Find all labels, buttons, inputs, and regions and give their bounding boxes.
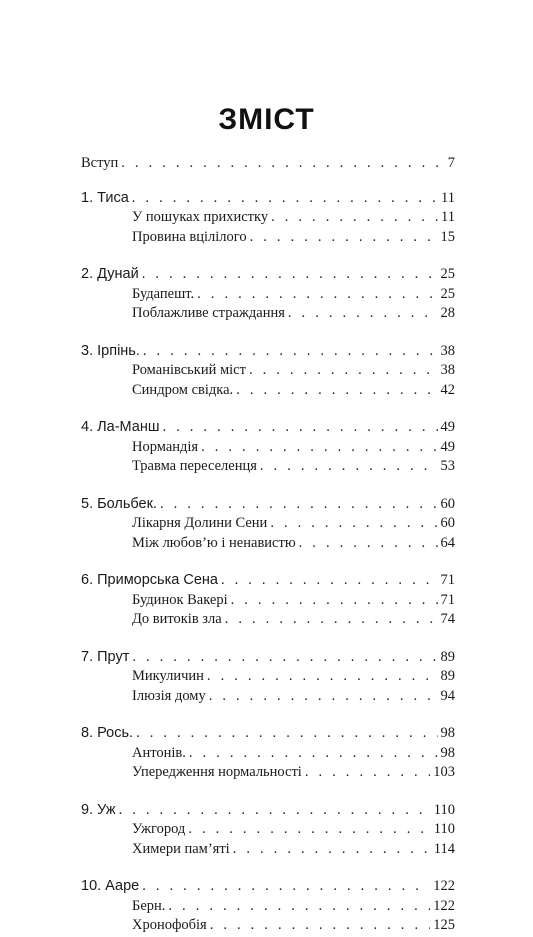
toc-chapter-entry bbox=[81, 190, 455, 210]
toc-page-number: 25 bbox=[440, 266, 455, 282]
dot-leader bbox=[162, 419, 437, 436]
dot-leader bbox=[299, 535, 438, 552]
toc-entry-label: Вступ bbox=[81, 155, 119, 171]
toc-page-number: 89 bbox=[440, 648, 455, 665]
dot-leader bbox=[160, 496, 438, 513]
toc-chapter-entry bbox=[81, 343, 455, 363]
table-of-contents bbox=[81, 155, 455, 937]
toc-entry-label: Химери пам’яті bbox=[132, 840, 230, 857]
toc-entry-label: Синдром свідка. bbox=[132, 381, 234, 398]
dot-leader bbox=[188, 821, 430, 838]
toc-entry-intro bbox=[81, 155, 455, 175]
dot-leader bbox=[249, 362, 438, 379]
toc-page-number: 7 bbox=[447, 155, 455, 171]
toc-entry-label: 8. Рось. bbox=[81, 725, 134, 741]
toc-page-number: 71 bbox=[440, 572, 455, 588]
toc-subsection-entry bbox=[81, 917, 455, 937]
toc-entry-label: Берн. bbox=[132, 897, 166, 914]
chapter-spacer bbox=[81, 248, 455, 266]
dot-leader bbox=[288, 305, 438, 322]
toc-entry-label: 10. Ааре bbox=[81, 878, 140, 894]
toc-entry-label: Лікарня Долини Сени bbox=[132, 515, 268, 531]
page-title: ЗМІСТ bbox=[218, 103, 315, 136]
dot-leader bbox=[121, 155, 444, 172]
dot-leader bbox=[168, 898, 430, 915]
dot-leader bbox=[250, 229, 438, 246]
dot-leader bbox=[142, 878, 430, 895]
dot-leader bbox=[260, 458, 438, 475]
chapter-spacer bbox=[81, 478, 455, 496]
toc-page-number: 122 bbox=[433, 878, 455, 894]
toc-page-number: 49 bbox=[440, 419, 455, 435]
toc-chapter-entry bbox=[81, 419, 455, 439]
toc-page-number: 38 bbox=[440, 342, 455, 359]
toc-entry-label: Провина вцілілого bbox=[132, 228, 247, 245]
toc-page-number: 74 bbox=[440, 611, 455, 627]
toc-subsection-entry bbox=[81, 745, 455, 765]
dot-leader bbox=[271, 209, 438, 226]
toc-entry-label: До витоків зла bbox=[132, 611, 222, 627]
chapter-spacer bbox=[81, 631, 455, 649]
dot-leader bbox=[136, 725, 437, 742]
toc-page-number: 125 bbox=[433, 917, 455, 933]
toc-page-number: 11 bbox=[441, 189, 455, 206]
toc-subsection-entry bbox=[81, 382, 455, 402]
toc-page-number: 110 bbox=[433, 801, 455, 818]
toc-chapter-entry bbox=[81, 725, 455, 745]
chapter-spacer bbox=[81, 325, 455, 343]
toc-subsection-entry bbox=[81, 458, 455, 478]
toc-entry-label: 1. Тиса bbox=[81, 189, 129, 206]
dot-leader bbox=[270, 515, 437, 532]
toc-entry-label: Антонів. bbox=[132, 744, 186, 761]
chapter-list bbox=[81, 190, 455, 937]
dot-leader bbox=[221, 572, 438, 589]
toc-page-number: 114 bbox=[433, 840, 455, 857]
toc-subsection-entry bbox=[81, 535, 455, 555]
toc-subsection-entry bbox=[81, 841, 455, 861]
toc-entry-label: Ілюзія дому bbox=[132, 687, 206, 704]
toc-page-number: 89 bbox=[440, 668, 455, 684]
toc-subsection-entry bbox=[81, 821, 455, 841]
toc-entry-label: У пошуках прихистку bbox=[132, 209, 269, 225]
toc-entry-label: Упередження нормальності bbox=[132, 764, 302, 780]
toc-entry-label: Хронофобія bbox=[132, 917, 207, 933]
toc-subsection-entry bbox=[81, 362, 455, 382]
toc-page-number: 98 bbox=[440, 725, 455, 741]
toc-page-number: 64 bbox=[440, 534, 455, 551]
toc-entry-label: Будинок Вакері bbox=[132, 591, 228, 608]
toc-entry-label: Микуличин bbox=[132, 668, 204, 684]
toc-entry-label: 9. Уж bbox=[81, 801, 116, 818]
dot-leader bbox=[189, 745, 438, 762]
chapter-spacer bbox=[81, 554, 455, 572]
toc-page-number: 25 bbox=[440, 285, 455, 302]
toc-page-number: 28 bbox=[440, 305, 455, 321]
toc-chapter-entry bbox=[81, 266, 455, 286]
toc-subsection-entry bbox=[81, 688, 455, 708]
dot-leader bbox=[207, 668, 438, 685]
toc-chapter-entry bbox=[81, 878, 455, 898]
chapter-spacer bbox=[81, 860, 455, 878]
toc-page-number: 110 bbox=[433, 821, 455, 837]
toc-page-number: 103 bbox=[433, 764, 455, 780]
toc-subsection-entry bbox=[81, 592, 455, 612]
dot-leader bbox=[142, 266, 438, 283]
dot-leader bbox=[305, 764, 430, 781]
toc-subsection-entry bbox=[81, 439, 455, 459]
toc-page-number: 38 bbox=[440, 362, 455, 378]
toc-page-number: 53 bbox=[440, 458, 455, 474]
toc-subsection-entry bbox=[81, 898, 455, 918]
dot-leader bbox=[231, 592, 438, 609]
toc-subsection-entry bbox=[81, 515, 455, 535]
chapter-spacer bbox=[81, 784, 455, 802]
toc-page-number: 15 bbox=[440, 228, 455, 245]
toc-entry-label: Ужгород bbox=[132, 821, 186, 837]
dot-leader bbox=[209, 688, 438, 705]
chapter-spacer bbox=[81, 401, 455, 419]
dot-leader bbox=[143, 343, 438, 360]
toc-entry-label: Будапешт. bbox=[132, 285, 195, 302]
toc-chapter-entry bbox=[81, 572, 455, 592]
toc-chapter-entry bbox=[81, 649, 455, 669]
toc-chapter-entry bbox=[81, 496, 455, 516]
dot-leader bbox=[201, 439, 437, 456]
toc-entry-label: 4. Ла-Манш bbox=[81, 419, 160, 435]
toc-page-number: 94 bbox=[440, 687, 455, 704]
toc-page-number: 71 bbox=[440, 591, 455, 608]
toc-page-number: 98 bbox=[440, 744, 455, 761]
toc-page-number: 60 bbox=[440, 495, 455, 512]
toc-entry-label: Поблажливе страждання bbox=[132, 305, 285, 321]
toc-subsection-entry bbox=[81, 286, 455, 306]
toc-subsection-entry bbox=[81, 305, 455, 325]
dot-leader bbox=[132, 190, 438, 207]
dot-leader bbox=[132, 649, 437, 666]
toc-page-number: 49 bbox=[440, 438, 455, 455]
dot-leader bbox=[197, 286, 437, 303]
toc-entry-label: Між любов’ю і ненавистю bbox=[132, 534, 296, 551]
toc-page-number: 122 bbox=[433, 897, 455, 914]
chapter-spacer bbox=[81, 707, 455, 725]
dot-leader bbox=[119, 802, 431, 819]
toc-subsection-entry bbox=[81, 209, 455, 229]
toc-page-number: 11 bbox=[441, 209, 455, 225]
toc-entry-label: Нормандія bbox=[132, 438, 199, 455]
toc-subsection-entry bbox=[81, 229, 455, 249]
dot-leader bbox=[225, 611, 438, 628]
toc-page-number: 60 bbox=[440, 515, 455, 531]
dot-leader bbox=[233, 841, 431, 858]
toc-entry-label: 7. Прут bbox=[81, 648, 130, 665]
dot-leader bbox=[236, 382, 437, 399]
toc-subsection-entry bbox=[81, 764, 455, 784]
toc-entry-label: Романівський міст bbox=[132, 362, 246, 378]
dot-leader bbox=[210, 917, 431, 934]
toc-entry-label: Травма переселенця bbox=[132, 458, 257, 474]
toc-subsection-entry bbox=[81, 668, 455, 688]
toc-chapter-entry bbox=[81, 802, 455, 822]
toc-entry-label: 6. Приморська Сена bbox=[81, 572, 218, 588]
toc-entry-label: 3. Ірпінь. bbox=[81, 342, 140, 359]
toc-subsection-entry bbox=[81, 611, 455, 631]
toc-entry-label: 2. Дунай bbox=[81, 266, 139, 282]
toc-page-number: 42 bbox=[440, 381, 455, 398]
toc-entry-label: 5. Больбек. bbox=[81, 495, 157, 512]
